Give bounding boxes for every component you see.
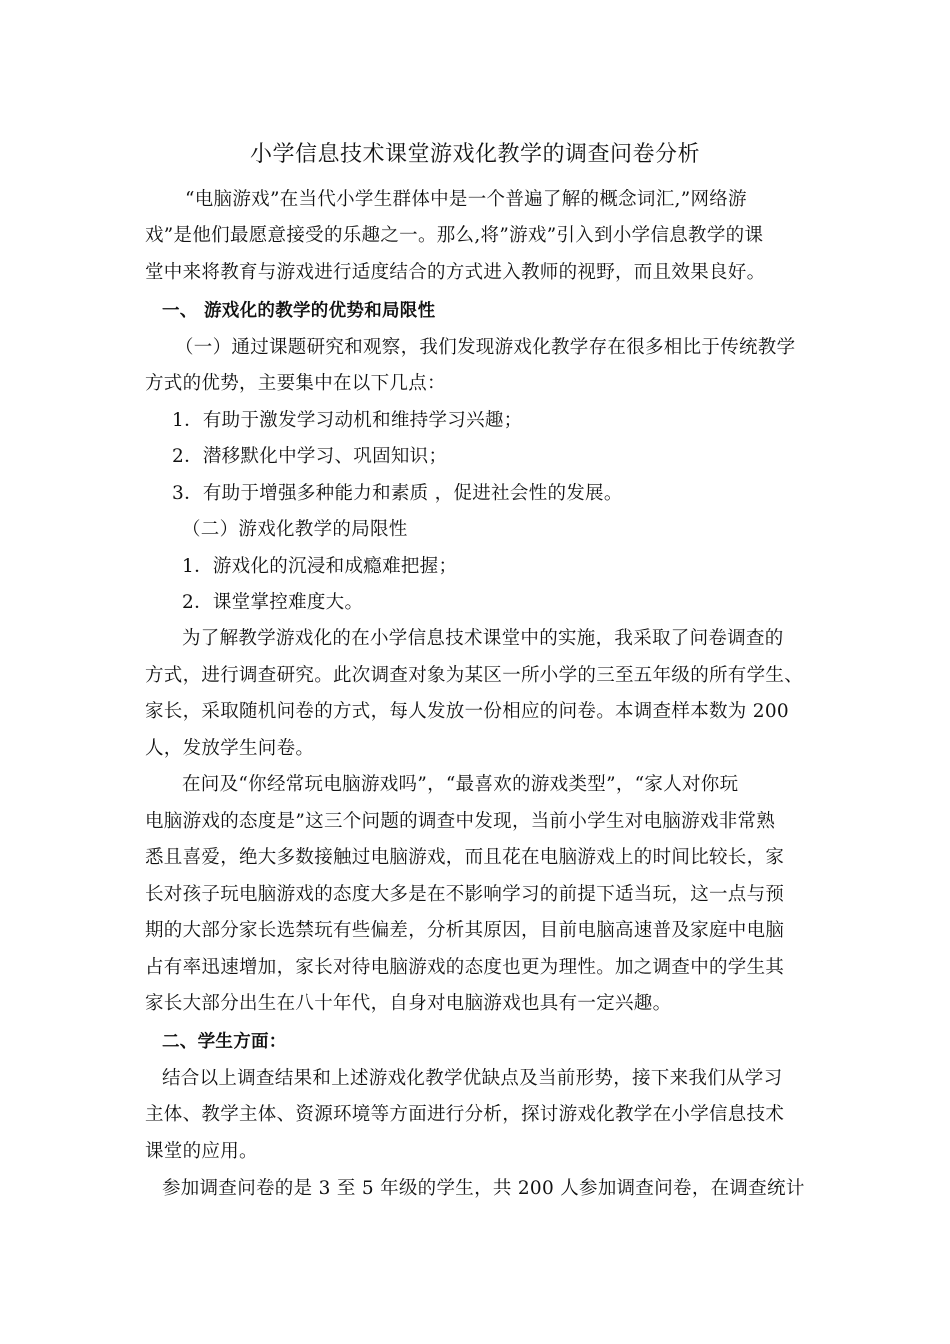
list-item: 2．潜移默化中学习、巩固知识；	[172, 446, 448, 467]
paragraph-line: 为了解教学游戏化的在小学信息技术课堂中的实施，我采取了问卷调查的	[182, 628, 784, 649]
document-title: 小学信息技术课堂游戏化教学的调查问卷分析	[249, 142, 700, 167]
section-heading-1: 一、 游戏化的教学的优势和局限性	[162, 301, 436, 321]
paragraph-line: 期的大部分家长选禁玩有些偏差，分析其原因，目前电脑高速普及家庭中电脑	[145, 920, 785, 941]
list-item: 1．游戏化的沉浸和成瘾难把握；	[182, 556, 458, 577]
paragraph-line: 占有率迅速增加，家长对待电脑游戏的态度也更为理性。加之调查中的学生其	[145, 957, 785, 978]
paragraph-line: 人，发放学生问卷。	[145, 738, 315, 759]
paragraph-line: 戏”是他们最愿意接受的乐趣之一。那么,将”游戏”引入到小学信息教学的课	[145, 225, 764, 246]
paragraph-line: 方式的优势，主要集中在以下几点：	[145, 373, 446, 394]
paragraph-line: 方式，进行调查研究。此次调查对象为某区一所小学的三至五年级的所有学生、	[145, 665, 804, 686]
paragraph-line: 主体、教学主体、资源环境等方面进行分析，探讨游戏化教学在小学信息技术	[145, 1104, 785, 1125]
paragraph-line: 电脑游戏的态度是”这三个问题的调查中发现，当前小学生对电脑游戏非常熟	[145, 811, 776, 832]
paragraph-line: 悉且喜爱，绝大多数接触过电脑游戏，而且花在电脑游戏上的时间比较长，家	[145, 847, 785, 868]
paragraph-line: 课堂的应用。	[145, 1141, 258, 1162]
paragraph-line: 堂中来将教育与游戏进行适度结合的方式进入教师的视野，而且效果良好。	[145, 262, 766, 283]
section-heading-2: 二、学生方面：	[162, 1032, 287, 1052]
paragraph-line: “电脑游戏”在当代小学生群体中是一个普遍了解的概念词汇,”网络游	[185, 189, 747, 210]
paragraph-line: 参加调查问卷的是 3 至 5 年级的学生，共 200 人参加调查问卷，在调查统计	[162, 1178, 805, 1199]
paragraph-line: 长对孩子玩电脑游戏的态度大多是在不影响学习的前提下适当玩，这一点与预	[145, 884, 785, 905]
list-item: 1．有助于激发学习动机和维持学习兴趣；	[172, 410, 523, 431]
paragraph-line: 家长，采取随机问卷的方式，每人发放一份相应的问卷。本调查样本数为 200	[145, 701, 789, 722]
list-item: 3．有助于增强多种能力和素质 ，促进社会性的发展。	[172, 483, 623, 504]
list-item: 2．课堂掌控难度大。	[182, 592, 364, 613]
paragraph-line: 在问及“你经常玩电脑游戏吗”，“最喜欢的游戏类型”，“家人对你玩	[182, 774, 739, 795]
paragraph-line: 结合以上调查结果和上述游戏化教学优缺点及当前形势，接下来我们从学习	[162, 1068, 783, 1089]
subsection-heading: （二）游戏化教学的局限性	[182, 519, 408, 540]
paragraph-line: 家长大部分出生在八十年代，自身对电脑游戏也具有一定兴趣。	[145, 993, 672, 1014]
paragraph-line: （一）通过课题研究和观察，我们发现游戏化教学存在很多相比于传统教学	[175, 337, 796, 358]
